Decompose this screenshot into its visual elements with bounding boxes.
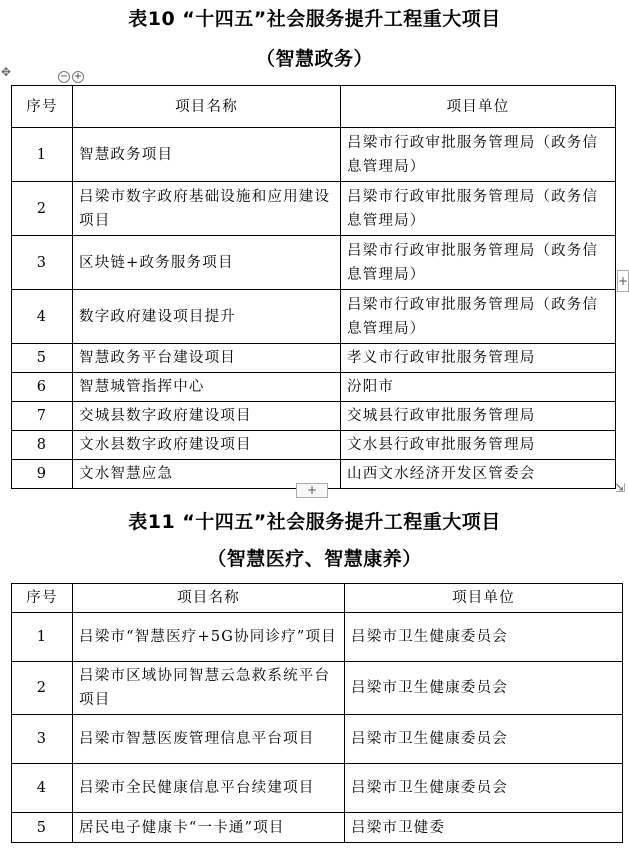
resize-table-icon[interactable]: ⇲	[615, 481, 626, 495]
cell-name: 吕梁市区域协同智慧云急救系统平台项目	[73, 662, 345, 715]
cell-no: 3	[12, 236, 73, 290]
cell-unit: 文水县行政审批服务管理局	[341, 431, 616, 460]
cell-unit: 吕梁市卫生健康委员会	[345, 715, 623, 764]
cell-unit: 山西文水经济开发区管委会	[341, 460, 616, 489]
cell-no: 2	[12, 182, 73, 236]
cell-name: 吕梁市全民健康信息平台续建项目	[73, 764, 345, 813]
cell-name: 居民电子健康卡“一卡通”项目	[73, 813, 345, 843]
cell-name: 数字政府建设项目提升	[73, 290, 341, 344]
cell-no: 5	[12, 813, 73, 843]
add-row-icon[interactable]: +	[296, 483, 328, 498]
cell-name: 吕梁市“智慧医疗+5G协同诊疗”项目	[73, 613, 345, 662]
cell-no: 1	[12, 128, 73, 182]
cell-unit: 吕梁市行政审批服务管理局（政务信息管理局）	[341, 128, 616, 182]
cell-no: 6	[12, 373, 73, 402]
table10	[11, 85, 616, 489]
table-row	[12, 182, 616, 236]
table-row	[12, 290, 616, 344]
cell-name: 智慧城管指挥中心	[73, 373, 341, 402]
table11	[11, 583, 623, 843]
cell-unit: 吕梁市卫生健康委员会	[345, 764, 623, 813]
table-row	[12, 402, 616, 431]
cell-unit: 吕梁市卫生健康委员会	[345, 662, 623, 715]
table-row	[12, 236, 616, 290]
cell-no: 7	[12, 402, 73, 431]
cell-unit: 孝义市行政审批服务管理局	[341, 344, 616, 373]
cell-no: 2	[12, 662, 73, 715]
cell-unit: 吕梁市行政审批服务管理局（政务信息管理局）	[341, 236, 616, 290]
table-row	[12, 764, 623, 813]
cell-no: 9	[12, 460, 73, 489]
table10-subtitle: （智慧政务）	[255, 48, 373, 70]
add-column-icon[interactable]: +	[617, 270, 629, 292]
cell-unit: 吕梁市行政审批服务管理局（政务信息管理局）	[341, 290, 616, 344]
cell-no: 5	[12, 344, 73, 373]
cell-name: 吕梁市智慧医废管理信息平台项目	[73, 715, 345, 764]
table10-title: 表10 “十四五”社会服务提升工程重大项目	[128, 8, 501, 30]
table-row	[12, 373, 616, 402]
cell-no: 1	[12, 613, 73, 662]
cell-name: 智慧政务平台建设项目	[73, 344, 341, 373]
cell-unit: 吕梁市行政审批服务管理局（政务信息管理局）	[341, 182, 616, 236]
table-row	[12, 715, 623, 764]
table-header-row	[12, 86, 616, 128]
table-row	[12, 431, 616, 460]
header-no: 序号	[12, 86, 73, 128]
cell-name: 区块链+政务服务项目	[73, 236, 341, 290]
cell-unit: 吕梁市卫健委	[345, 813, 623, 843]
cell-unit: 交城县行政审批服务管理局	[341, 402, 616, 431]
cell-name: 吕梁市数字政府基础设施和应用建设项目	[73, 182, 341, 236]
header-unit: 项目单位	[345, 584, 623, 613]
cell-no: 4	[12, 764, 73, 813]
collapse-column-icon[interactable]: −	[59, 71, 69, 82]
table-row	[12, 128, 616, 182]
cell-no: 3	[12, 715, 73, 764]
cell-name: 智慧政务项目	[73, 128, 341, 182]
cell-name: 文水县数字政府建设项目	[73, 431, 341, 460]
move-handle-icon[interactable]: ✥	[1, 65, 12, 79]
table-row	[12, 662, 623, 715]
header-name: 项目名称	[73, 584, 345, 613]
cell-no: 4	[12, 290, 73, 344]
table11-subtitle: （智慧医疗、智慧康养）	[207, 548, 422, 570]
expand-column-icon[interactable]: +	[73, 71, 83, 82]
cell-name: 交城县数字政府建设项目	[73, 402, 341, 431]
cell-name: 文水智慧应急	[73, 460, 341, 489]
table-row	[12, 813, 623, 843]
header-unit: 项目单位	[341, 86, 616, 128]
table-header-row	[12, 584, 623, 613]
cell-unit: 汾阳市	[341, 373, 616, 402]
cell-no: 8	[12, 431, 73, 460]
table11-title: 表11 “十四五”社会服务提升工程重大项目	[128, 511, 501, 533]
table-row	[12, 344, 616, 373]
header-no: 序号	[12, 584, 73, 613]
table-row	[12, 613, 623, 662]
cell-unit: 吕梁市卫生健康委员会	[345, 613, 623, 662]
header-name: 项目名称	[73, 86, 341, 128]
